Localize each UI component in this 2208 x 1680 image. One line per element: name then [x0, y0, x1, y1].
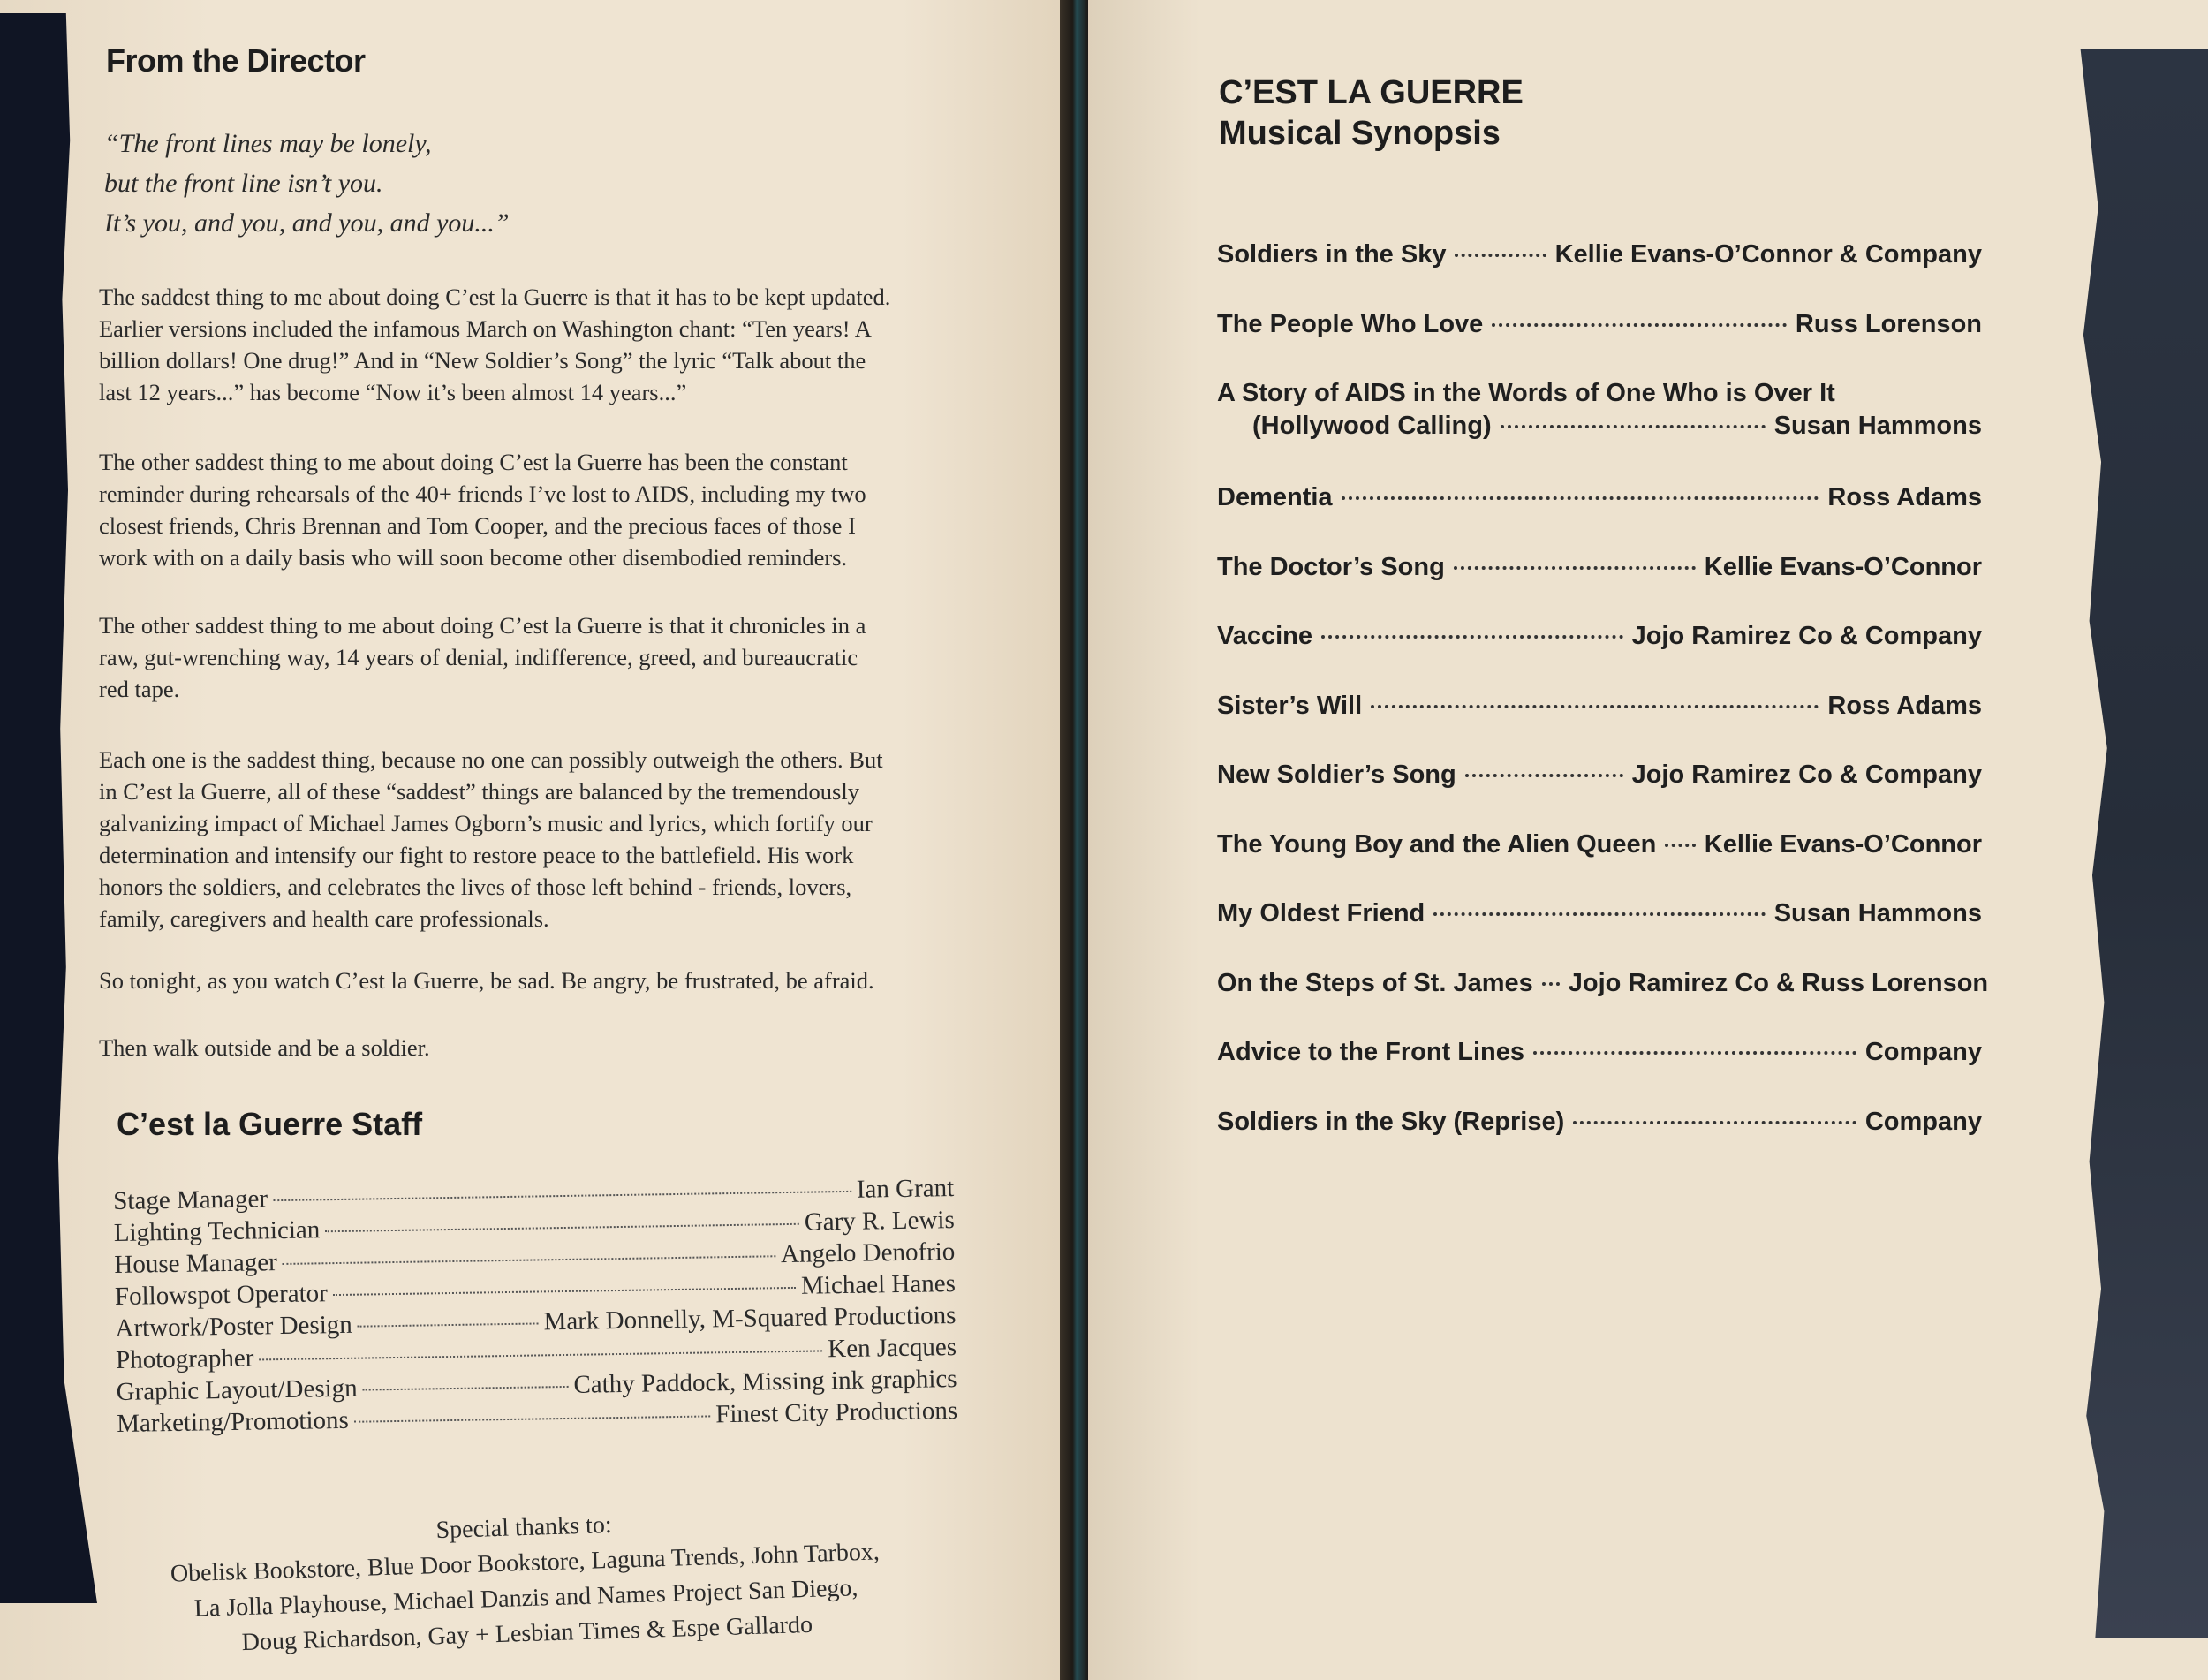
- dot-leader: [1492, 323, 1787, 327]
- dot-leader: [1454, 566, 1696, 570]
- dot-leader: [1455, 254, 1546, 257]
- song-title: The Doctor’s Song: [1217, 552, 1445, 581]
- song-row: [1217, 622, 1982, 692]
- staff-name: Michael Hanes: [800, 1269, 957, 1300]
- dot-leader: [1371, 705, 1819, 708]
- paragraph-line: in C’est la Guerre, all of these “saddest” things are balanced by the tremendously: [99, 778, 859, 805]
- song-title-line2: (Hollywood Calling): [1252, 412, 1492, 440]
- song-performer: Susan Hammons: [1773, 412, 1982, 440]
- song-row: [1217, 1038, 1982, 1108]
- quote-line: but the front line isn’t you.: [104, 169, 383, 198]
- staff-heading: C’est la Guerre Staff: [117, 1106, 423, 1142]
- thanks-line: La Jolla Playhouse, Michael Danzis and Names Project San Diego,: [193, 1574, 858, 1623]
- song-title: The Young Boy and the Alien Queen: [1217, 829, 1657, 859]
- director-quote: [104, 124, 634, 243]
- staff-name: Ian Grant: [856, 1174, 955, 1204]
- staff-role: Graphic Layout/Design: [116, 1374, 358, 1406]
- paragraph-line: Earlier versions included the infamous March on Washington chant: “Ten years! A: [99, 315, 872, 342]
- song-row: [1217, 692, 1982, 761]
- dot-leader: [1542, 982, 1560, 986]
- paragraph-line: The other saddest thing to me about doing C’est la Guerre is that it chronicles in a: [99, 612, 866, 639]
- quote-line: “The front lines may be lonely,: [104, 129, 432, 158]
- thanks-line: Doug Richardson, Gay + Lesbian Times & Espe Gallardo: [241, 1610, 813, 1657]
- dot-leader: [1573, 1121, 1856, 1124]
- paragraph-line: reminder during rehearsals of the 40+ friends I’ve lost to AIDS, including my two: [99, 481, 866, 507]
- staff-name: Ken Jacques: [827, 1333, 957, 1364]
- paragraph-line: The saddest thing to me about doing C’est la Guerre is that it has to be kept updated.: [99, 284, 891, 310]
- song-title: New Soldier’s Song: [1217, 761, 1456, 789]
- song-title: Dementia: [1217, 483, 1333, 511]
- staff-role: Photographer: [115, 1343, 254, 1374]
- paragraph-line: work with on a daily basis who will soon become other disembodied reminders.: [99, 544, 848, 571]
- director-paragraph-2: [99, 446, 964, 573]
- quote-line: It’s you, and you, and you, and you...”: [104, 208, 510, 238]
- dot-leader: [1533, 1051, 1856, 1055]
- thanks-line: Obelisk Bookstore, Blue Door Bookstore, Laguna Trends, John Tarbox,: [170, 1538, 881, 1588]
- director-paragraph-3: [99, 609, 964, 705]
- song-row: [1217, 761, 1982, 830]
- song-performer: Jojo Ramirez Co & Company: [1631, 761, 1982, 789]
- staff-name: Finest City Productions: [715, 1396, 958, 1429]
- dot-leader: [354, 1415, 710, 1422]
- song-title: Sister’s Will: [1217, 691, 1363, 720]
- song-title: A Story of AIDS in the Words of One Who is Over It: [1217, 379, 1835, 407]
- staff-role: Artwork/Poster Design: [115, 1310, 352, 1343]
- paragraph-line: Then walk outside and be a soldier.: [99, 1034, 430, 1061]
- dot-leader: [363, 1386, 569, 1391]
- song-title: The People Who Love: [1217, 309, 1484, 338]
- song-performer: Jojo Ramirez Co & Company: [1631, 622, 1982, 650]
- staff-name: Cathy Paddock, Missing ink graphics: [573, 1365, 957, 1399]
- staff-role: Marketing/Promotions: [116, 1405, 350, 1438]
- show-title: C’EST LA GUERRE: [1219, 74, 1524, 111]
- song-performer: Russ Lorenson: [1795, 309, 1982, 338]
- song-row: [1217, 240, 1982, 310]
- staff-name: Mark Donnelly, M-Squared Productions: [543, 1301, 957, 1336]
- thanks-heading: Special thanks to:: [435, 1510, 613, 1545]
- song-performer: Susan Hammons: [1773, 899, 1982, 927]
- paragraph-line: closest friends, Chris Brennan and Tom Cooper, and the precious faces of those I: [99, 512, 856, 539]
- paragraph-line: last 12 years...” has become “Now it’s been almost 14 years...”: [99, 379, 687, 405]
- song-row: [1217, 310, 1982, 380]
- song-title: Vaccine: [1217, 622, 1313, 650]
- staff-list: [113, 1172, 957, 1440]
- song-performer: Kellie Evans-O’Connor: [1704, 552, 1982, 581]
- director-paragraph-6: [99, 1032, 964, 1063]
- song-row: [1217, 379, 1982, 483]
- book-gutter: [1060, 0, 1088, 1680]
- staff-role: House Manager: [114, 1248, 278, 1279]
- paragraph-line: honors the soldiers, and celebrates the lives of those left behind - friends, lovers,: [99, 874, 852, 900]
- song-performer: Jojo Ramirez Co & Russ Lorenson: [1568, 968, 1989, 997]
- song-performer: Kellie Evans-O’Connor & Company: [1554, 240, 1982, 269]
- dot-leader: [283, 1255, 775, 1265]
- paragraph-line: family, caregivers and health care professionals.: [99, 905, 549, 932]
- song-row: [1217, 968, 1989, 1039]
- paragraph-line: The other saddest thing to me about doing C’est la Guerre has been the constant: [99, 449, 848, 475]
- dot-leader: [1465, 774, 1623, 777]
- song-title-continuation: [1217, 412, 1982, 441]
- staff-name: Gary R. Lewis: [804, 1206, 955, 1237]
- dot-leader: [333, 1287, 796, 1296]
- staff-name: Angelo Denofrio: [780, 1237, 956, 1269]
- song-title: Soldiers in the Sky: [1217, 240, 1447, 269]
- dot-leader: [259, 1350, 822, 1360]
- dot-leader: [325, 1223, 799, 1232]
- song-title: Soldiers in the Sky (Reprise): [1217, 1107, 1565, 1136]
- staff-role: Stage Manager: [113, 1184, 268, 1215]
- director-paragraph-1: [99, 281, 964, 408]
- song-row: [1217, 1108, 1982, 1177]
- paragraph-line: galvanizing impact of Michael James Ogborn’s music and lyrics, which fortify our: [99, 810, 873, 836]
- paragraph-line: So tonight, as you watch C’est la Guerre, be sad. Be angry, be frustrated, be afraid.: [99, 967, 874, 994]
- director-paragraph-4: [99, 744, 964, 935]
- director-heading: From the Director: [106, 42, 366, 79]
- special-thanks: [140, 1498, 912, 1663]
- song-performer: Kellie Evans-O’Connor: [1704, 829, 1982, 859]
- song-performer: Ross Adams: [1827, 691, 1982, 720]
- staff-role: Followspot Operator: [114, 1279, 329, 1311]
- song-row: [1217, 483, 1982, 553]
- dot-leader: [1433, 912, 1765, 916]
- dot-leader: [1665, 844, 1695, 847]
- dot-leader: [1321, 635, 1623, 639]
- paragraph-line: Each one is the saddest thing, because no one can possibly outweigh the others. But: [99, 746, 883, 773]
- dot-leader: [1501, 425, 1766, 428]
- dot-leader: [358, 1322, 539, 1327]
- song-title: Advice to the Front Lines: [1217, 1038, 1525, 1066]
- director-paragraph-5: [99, 965, 964, 996]
- synopsis-subtitle: Musical Synopsis: [1219, 115, 1501, 152]
- paragraph-line: red tape.: [99, 676, 180, 702]
- song-performer: Company: [1864, 1107, 1982, 1136]
- dot-leader: [1342, 496, 1819, 500]
- paragraph-line: determination and intensify our fight to restore peace to the battlefield. His work: [99, 842, 854, 868]
- song-row: [1217, 899, 1982, 969]
- song-title: My Oldest Friend: [1217, 899, 1425, 927]
- dot-leader: [273, 1191, 851, 1201]
- song-row: [1217, 830, 1982, 900]
- synopsis-title: [1219, 72, 1524, 154]
- song-list: [1217, 240, 1989, 1177]
- staff-role: Lighting Technician: [113, 1215, 321, 1247]
- song-row: [1217, 553, 1982, 623]
- paragraph-line: billion dollars! One drug!” And in “New Soldier’s Song” the lyric “Talk about the: [99, 347, 866, 374]
- paragraph-line: raw, gut-wrenching way, 14 years of denial, indifference, greed, and bureaucratic: [99, 644, 858, 670]
- song-performer: Company: [1864, 1038, 1982, 1066]
- song-performer: Ross Adams: [1827, 483, 1982, 511]
- song-title: On the Steps of St. James: [1217, 968, 1533, 997]
